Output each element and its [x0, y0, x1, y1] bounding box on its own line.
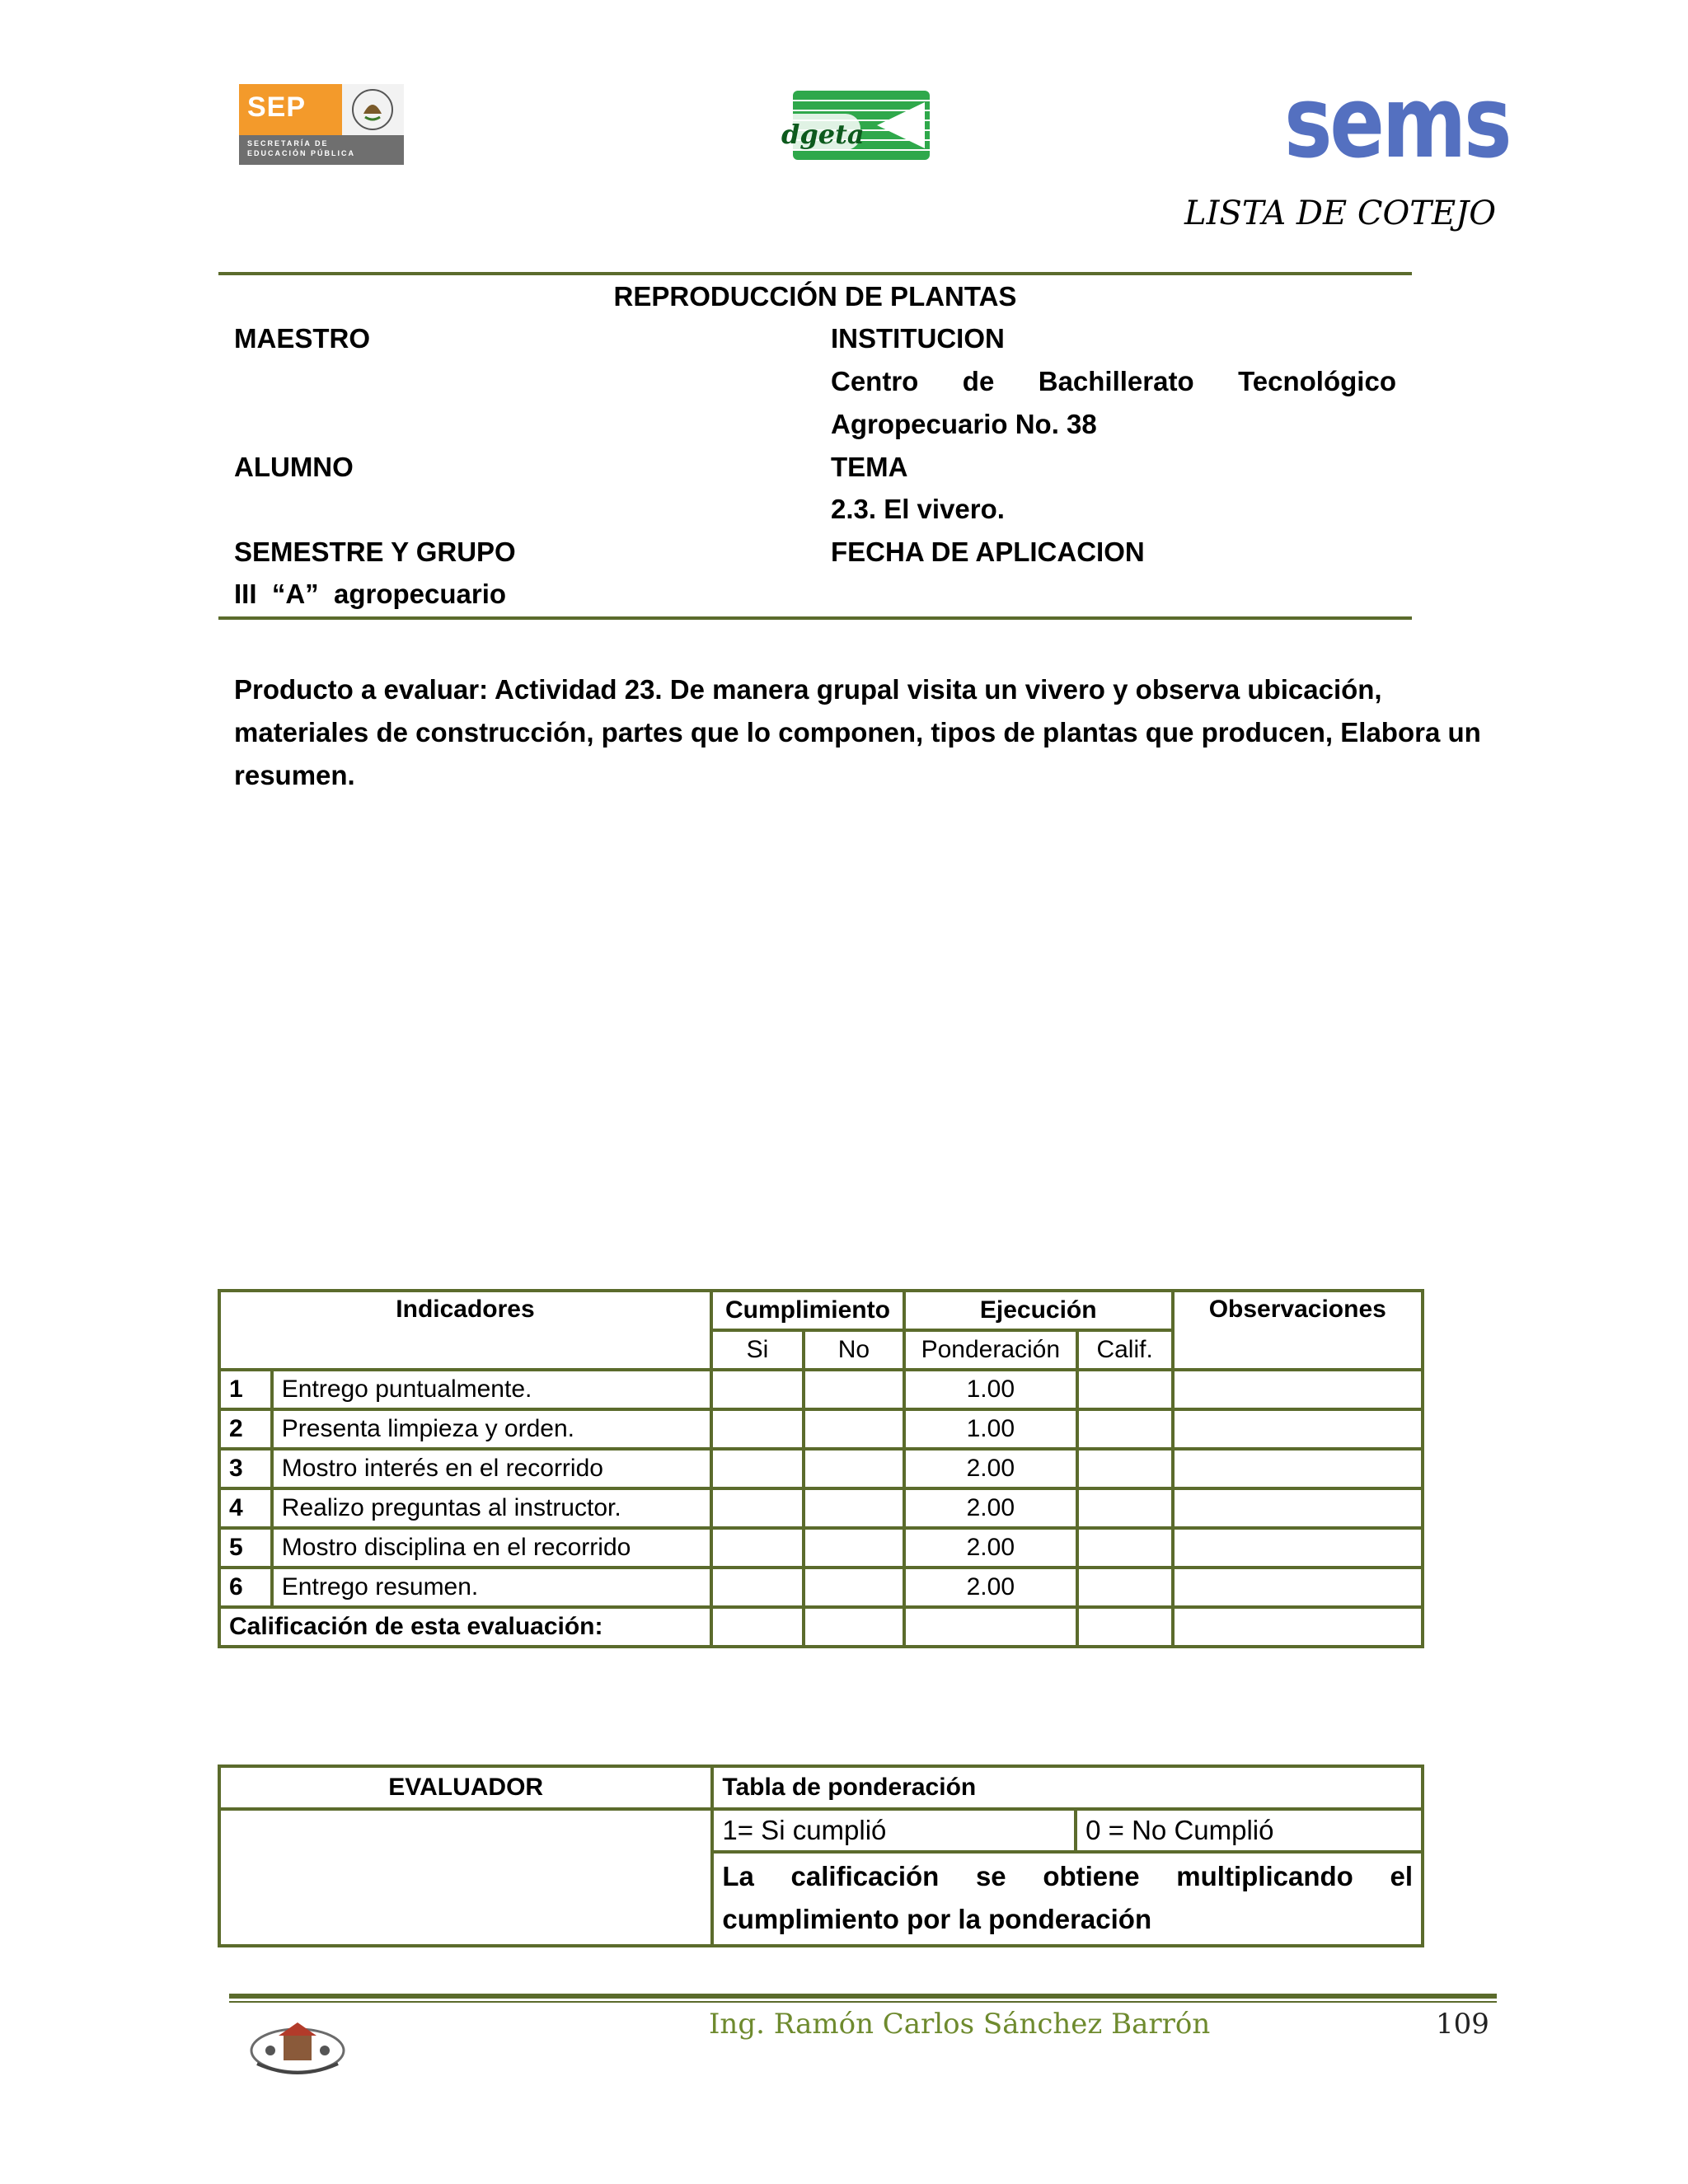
total-yes[interactable] [711, 1607, 804, 1647]
row-indicator: Entrego puntualmente. [272, 1370, 711, 1409]
sep-logo-subtitle-2: EDUCACIÓN PÚBLICA [247, 149, 356, 157]
topic-label: TEMA [831, 452, 908, 482]
cell-yes[interactable] [711, 1409, 804, 1449]
mexican-coat-of-arms-icon [342, 84, 404, 135]
school-emblem-icon [246, 2018, 349, 2077]
semester-value: III “A” agropecuario [234, 579, 507, 609]
institution-name-line1 [831, 365, 1396, 398]
institution-word: Centro [831, 366, 919, 396]
info-top-rule [218, 272, 1412, 275]
cell-grade[interactable] [1077, 1370, 1173, 1409]
row-number: 3 [219, 1449, 272, 1488]
table-row [219, 1449, 1423, 1488]
row-weight: 2.00 [904, 1488, 1077, 1528]
institution-word: Bachillerato [1038, 366, 1194, 396]
cell-grade[interactable] [1077, 1528, 1173, 1568]
page-number: 109 [1436, 2008, 1489, 2041]
weight-table-label: Tabla de ponderación [712, 1766, 1423, 1809]
cell-no[interactable] [804, 1409, 904, 1449]
evaluator-label: EVALUADOR [219, 1766, 712, 1809]
total-row [219, 1607, 1423, 1647]
grade-rule: La calificación se obtiene multiplicando el cumplimiento por la ponderación [712, 1852, 1423, 1946]
cell-no[interactable] [804, 1528, 904, 1568]
row-weight: 1.00 [904, 1409, 1077, 1449]
cell-yes[interactable] [711, 1568, 804, 1607]
date-label: FECHA DE APLICACION [831, 537, 1145, 567]
row-indicator: Entrego resumen. [272, 1568, 711, 1607]
subject-title: REPRODUCCIÓN DE PLANTAS [613, 281, 1017, 312]
cell-grade[interactable] [1077, 1409, 1173, 1449]
row-number: 4 [219, 1488, 272, 1528]
cell-no[interactable] [804, 1449, 904, 1488]
no-rule: 0 = No Cumplió [1076, 1809, 1423, 1852]
cell-grade[interactable] [1077, 1449, 1173, 1488]
total-observations[interactable] [1173, 1607, 1423, 1647]
sep-logo [239, 84, 404, 165]
table-row [219, 1488, 1423, 1528]
sep-logo-band [239, 135, 404, 165]
row-weight: 2.00 [904, 1568, 1077, 1607]
sep-logo-abbr: SEP [247, 91, 307, 123]
sep-logo-subtitle-1: SECRETARÍA DE [247, 139, 329, 148]
header-grade: Calif. [1077, 1330, 1173, 1370]
topic-value: 2.3. El vivero. [831, 494, 1005, 524]
row-indicator: Mostro disciplina en el recorrido [272, 1528, 711, 1568]
row-weight: 2.00 [904, 1449, 1077, 1488]
header-yes: Si [711, 1330, 804, 1370]
sems-logo: sems [1284, 66, 1510, 180]
institution-word: Tecnológico [1238, 366, 1396, 396]
row-weight: 1.00 [904, 1370, 1077, 1409]
header-no: No [804, 1330, 904, 1370]
sep-logo-orange-block [239, 84, 342, 135]
info-bottom-rule [218, 616, 1412, 620]
cell-yes[interactable] [711, 1449, 804, 1488]
semester-label: SEMESTRE Y GRUPO [234, 537, 516, 567]
checklist-table [218, 1289, 1424, 1648]
cell-no[interactable] [804, 1488, 904, 1528]
row-number: 1 [219, 1370, 272, 1409]
total-label: Calificación de esta evaluación: [219, 1607, 711, 1647]
row-number: 2 [219, 1409, 272, 1449]
footer-rule [229, 1994, 1497, 1999]
header-compliance: Cumplimiento [711, 1291, 904, 1330]
institution-label: INSTITUCION [831, 323, 1005, 354]
institution-word: de [962, 366, 995, 396]
cell-yes[interactable] [711, 1488, 804, 1528]
table-row [219, 1370, 1423, 1409]
header-execution: Ejecución [904, 1291, 1173, 1330]
row-indicator: Mostro interés en el recorrido [272, 1449, 711, 1488]
row-number: 6 [219, 1568, 272, 1607]
document-type-title: LISTA DE COTEJO [1184, 194, 1496, 232]
cell-observations[interactable] [1173, 1449, 1423, 1488]
dgeta-logo-text: dgeta [781, 119, 865, 150]
table-row [219, 1409, 1423, 1449]
total-grade[interactable] [1077, 1607, 1173, 1647]
dgeta-logo [778, 89, 931, 162]
cell-observations[interactable] [1173, 1370, 1423, 1409]
cell-no[interactable] [804, 1370, 904, 1409]
teacher-label: MAESTRO [234, 323, 370, 354]
cell-yes[interactable] [711, 1528, 804, 1568]
table-row [219, 1568, 1423, 1607]
cell-observations[interactable] [1173, 1488, 1423, 1528]
row-weight: 2.00 [904, 1528, 1077, 1568]
student-label: ALUMNO [234, 452, 354, 482]
total-weight[interactable] [904, 1607, 1077, 1647]
cell-grade[interactable] [1077, 1568, 1173, 1607]
header-observations: Observaciones [1173, 1291, 1423, 1370]
table-row [219, 1528, 1423, 1568]
row-indicator: Presenta limpieza y orden. [272, 1409, 711, 1449]
yes-rule: 1= Si cumplió [712, 1809, 1076, 1852]
total-no[interactable] [804, 1607, 904, 1647]
footer-rule-thin [229, 2001, 1497, 2003]
row-number: 5 [219, 1528, 272, 1568]
evaluator-signature-cell[interactable] [219, 1809, 712, 1946]
cell-grade[interactable] [1077, 1488, 1173, 1528]
cell-no[interactable] [804, 1568, 904, 1607]
product-description: Producto a evaluar: Actividad 23. De manera grupal visita un vivero y observa ubicación, materiales de construcción, partes que lo componen, tipos de plantas que producen, Elabora un resumen. [234, 674, 1481, 790]
header-indicators: Indicadores [219, 1291, 711, 1370]
row-indicator: Realizo preguntas al instructor. [272, 1488, 711, 1528]
evaluator-table [218, 1765, 1424, 1947]
cell-observations[interactable] [1173, 1409, 1423, 1449]
institution-name-line2: Agropecuario No. 38 [831, 409, 1097, 439]
header-weight: Ponderación [904, 1330, 1077, 1370]
cell-yes[interactable] [711, 1370, 804, 1409]
footer-author: Ing. Ramón Carlos Sánchez Barrón [709, 2008, 1211, 2041]
cell-observations[interactable] [1173, 1528, 1423, 1568]
cell-observations[interactable] [1173, 1568, 1423, 1607]
